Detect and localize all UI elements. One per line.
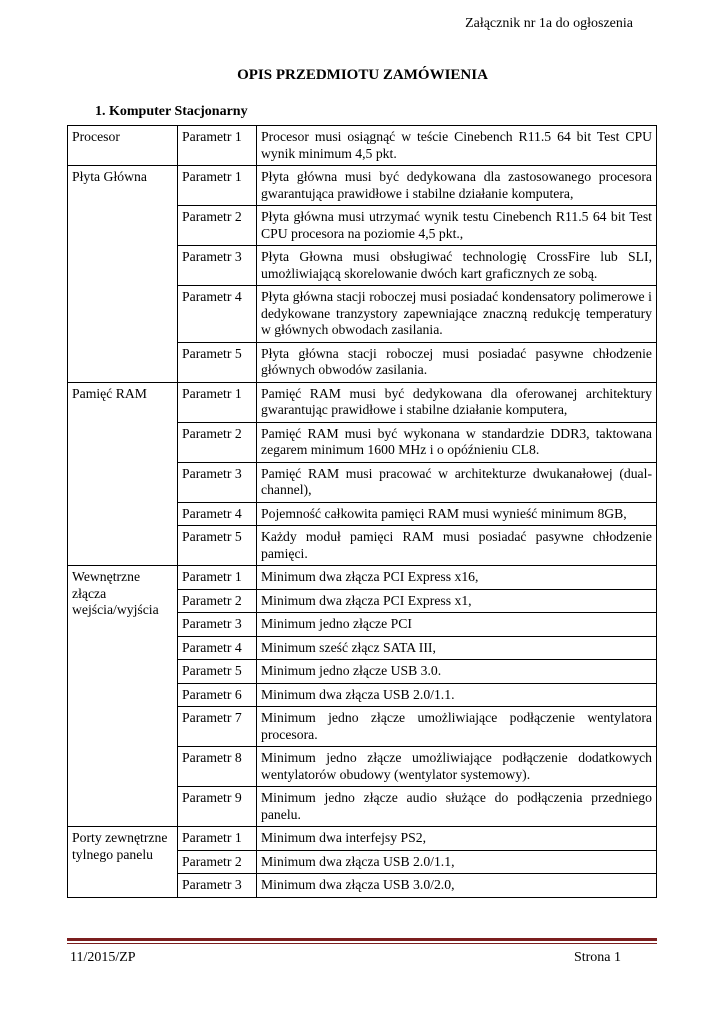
category-cell: Płyta Główna [68,166,178,383]
parameter-cell: Parametr 9 [178,787,257,827]
parameter-cell: Parametr 8 [178,747,257,787]
parameter-cell: Parametr 1 [178,126,257,166]
requirement-cell: Minimum dwa złącza PCI Express x16, [257,566,657,590]
requirement-cell: Minimum jedno złącze PCI [257,613,657,637]
requirement-cell: Pamięć RAM musi być dedykowana dla oferowanej architektury gwarantując prawidłowe i stabilne działanie komputera, [257,382,657,422]
parameter-cell: Parametr 3 [178,462,257,502]
requirement-cell: Minimum dwa złącza USB 2.0/1.1, [257,850,657,874]
parameter-cell: Parametr 4 [178,636,257,660]
parameter-cell: Parametr 6 [178,683,257,707]
requirement-cell: Minimum jedno złącze USB 3.0. [257,660,657,684]
parameter-cell: Parametr 1 [178,382,257,422]
requirement-cell: Płyta Głowna musi obsługiwać technologię CrossFire lub SLI, umożliwiającą skorelowanie dwóch kart graficznych ze sobą. [257,246,657,286]
requirement-cell: Płyta główna stacji roboczej musi posiadać kondensatory polimerowe i dedykowane tranzystory zapewniające znaczną redukcję temperatury w głównych obwodach zasilania. [257,286,657,343]
parameter-cell: Parametr 7 [178,707,257,747]
requirement-cell: Pamięć RAM musi być wykonana w standardzie DDR3, taktowana zegarem minimum 1600 MHz i o opóźnieniu CL8. [257,422,657,462]
footer-reference: 11/2015/ZP [70,950,136,965]
specification-table [67,125,657,898]
category-cell: Pamięć RAM [68,382,178,566]
parameter-cell: Parametr 5 [178,526,257,566]
table-row [68,126,657,166]
requirement-cell: Minimum jedno złącze umożliwiające podłączenie dodatkowych wentylatorów obudowy (wentylator systemowy). [257,747,657,787]
footer-divider-thick [67,938,657,941]
requirement-cell: Minimum dwa złącza USB 2.0/1.1. [257,683,657,707]
footer-divider-thin [67,943,657,944]
document-title: OPIS PRZEDMIOTU ZAMÓWIENIA [237,67,488,83]
parameter-cell: Parametr 3 [178,613,257,637]
attachment-note: Załącznik nr 1a do ogłoszenia [465,16,633,31]
requirement-cell: Każdy moduł pamięci RAM musi posiadać pasywne chłodzenie pamięci. [257,526,657,566]
requirement-cell: Minimum jedno złącze audio służące do podłączenia przedniego panelu. [257,787,657,827]
requirement-cell: Płyta główna stacji roboczej musi posiadać pasywne chłodzenie głównych obwodów zasilania. [257,342,657,382]
parameter-cell: Parametr 2 [178,850,257,874]
parameter-cell: Parametr 1 [178,566,257,590]
table-row [68,166,657,206]
requirement-cell: Minimum jedno złącze umożliwiające podłączenie wentylatora procesora. [257,707,657,747]
parameter-cell: Parametr 1 [178,166,257,206]
parameter-cell: Parametr 3 [178,874,257,898]
parameter-cell: Parametr 3 [178,246,257,286]
requirement-cell: Pojemność całkowita pamięci RAM musi wynieść minimum 8GB, [257,502,657,526]
parameter-cell: Parametr 2 [178,589,257,613]
requirement-cell: Minimum dwa interfejsy PS2, [257,827,657,851]
parameter-cell: Parametr 2 [178,206,257,246]
category-cell: Porty zewnętrzne tylnego panelu [68,827,178,898]
section-heading: 1. Komputer Stacjonarny [95,104,248,119]
requirement-cell: Minimum sześć złącz SATA III, [257,636,657,660]
parameter-cell: Parametr 4 [178,502,257,526]
parameter-cell: Parametr 2 [178,422,257,462]
category-cell: Procesor [68,126,178,166]
parameter-cell: Parametr 5 [178,660,257,684]
requirement-cell: Pamięć RAM musi pracować w architekturze dwukanałowej (dual-channel), [257,462,657,502]
requirement-cell: Minimum dwa złącza USB 3.0/2.0, [257,874,657,898]
requirement-cell: Minimum dwa złącza PCI Express x1, [257,589,657,613]
category-cell: Wewnętrzne złącza wejścia/wyjścia [68,566,178,827]
requirement-cell: Płyta główna musi być dedykowana dla zastosowanego procesora gwarantująca prawidłowe i stabilne działanie komputera, [257,166,657,206]
table-row [68,382,657,422]
parameter-cell: Parametr 1 [178,827,257,851]
parameter-cell: Parametr 4 [178,286,257,343]
parameter-cell: Parametr 5 [178,342,257,382]
requirement-cell: Płyta główna musi utrzymać wynik testu Cinebench R11.5 64 bit Test CPU procesora na poziomie 4,5 pkt., [257,206,657,246]
footer-page-number: Strona 1 [573,950,621,965]
table-row [68,566,657,590]
table-row [68,827,657,851]
requirement-cell: Procesor musi osiągnąć w teście Cinebench R11.5 64 bit Test CPU wynik minimum 4,5 pkt. [257,126,657,166]
